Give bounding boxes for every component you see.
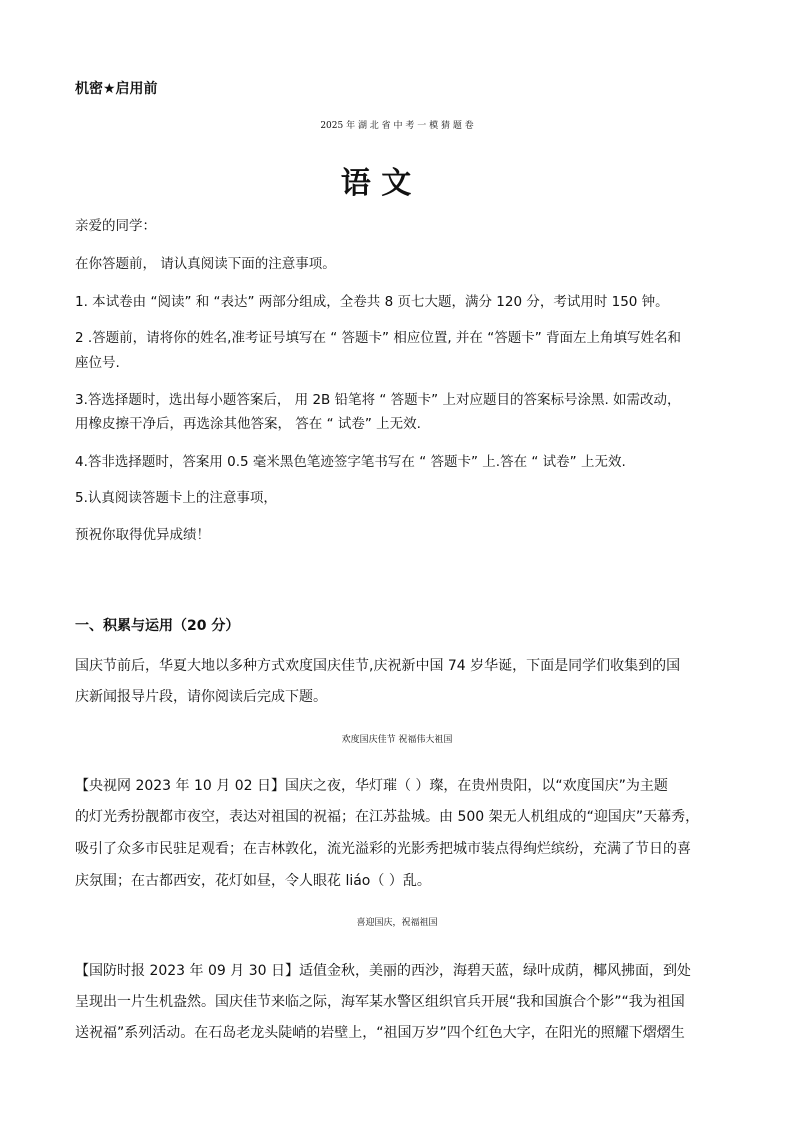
news1-line-1: 【央视网 2023 年 10 月 02 日】国庆之夜，华灯璀（ ）璨，在贵州贵阳，以“欢度国庆”为主题 [75, 778, 668, 794]
subject-title: 语 文 [340, 166, 412, 201]
notice-item-3-cont: 用橡皮擦干净后，再选涂其他答案， 答在 “ 试卷” 上无效. [75, 416, 421, 432]
news1-line-3: 吸引了众多市民驻足观看；在吉林敦化，流光溢彩的光影秀把城市装点得绚烂缤纷，充满了节日的喜 [75, 841, 691, 857]
section-intro-line-1: 国庆节前后，华夏大地以多种方式欢度国庆佳节,庆祝新中国 74 岁华诞，下面是同学们收集到的国 [75, 658, 681, 674]
news1-line-4: 庆氛围；在古都西安，花灯如昼，令人眼花 liáo（ ）乱。 [75, 873, 431, 889]
notice-wish: 预祝你取得优异成绩！ [75, 527, 210, 543]
news2-line-2: 呈现出一片生机盎然。国庆佳节来临之际，海军某水警区组织官兵开展“我和国旗合个影”“我为祖国 [75, 994, 685, 1010]
news2-line-1: 【国防时报 2023 年 09 月 30 日】适值金秋，美丽的西沙，海碧天蓝，绿叶成荫，椰风拂面，到处 [75, 963, 691, 979]
news1-line-2: 的灯光秀扮靓都市夜空，表达对祖国的祝福；在江苏盐城。由 500 架无人机组成的“迎国庆”天幕秀， [75, 809, 700, 825]
confidential-label: 机密★启用前 [75, 81, 158, 97]
news-title-1: 欢度国庆佳节 祝福伟大祖国 [341, 735, 453, 745]
notice-item-2: 2 .答题前，请将你的姓名,准考证号填写在 “ 答题卡” 相应位置, 并在 “答题卡” 背面左上角填写姓名和 [75, 330, 681, 346]
section-title: 一、积累与运用（20 分） [75, 618, 240, 634]
section-intro-line-2: 庆新闻报导片段，请你阅读后完成下题。 [75, 689, 327, 705]
notice-intro: 在你答题前， 请认真阅读下面的注意事项。 [75, 256, 336, 272]
notice-item-4: 4.答非选择题时，答案用 0.5 毫米黑色笔迹签字笔书写在 “ 答题卡” 上.答在 “ 试卷” 上无效. [75, 454, 626, 470]
news-title-2: 喜迎国庆，祝福祖国 [356, 918, 438, 928]
notice-greeting: 亲爱的同学： [75, 218, 156, 234]
notice-item-2-cont: 座位号. [75, 355, 120, 371]
notice-item-3: 3.答选择题时，选出每小题答案后， 用 2B 铅笔将 “ 答题卡” 上对应题目的答案标号涂黑. 如需改动， [75, 392, 681, 408]
exam-title: 2025 年 湖 北 省 中 考 一 模 猜 题 卷 [320, 121, 474, 131]
notice-item-5: 5.认真阅读答题卡上的注意事项， [75, 490, 277, 506]
news2-line-3: 送祝福”系列活动。在石岛老龙头陡峭的岩壁上，“祖国万岁”四个红色大字，在阳光的照耀下熠熠生 [75, 1025, 685, 1041]
notice-item-1: 1. 本试卷由 “阅读” 和 “表达” 两部分组成，全卷共 8 页七大题，满分 120 分，考试用时 150 钟。 [75, 294, 669, 310]
